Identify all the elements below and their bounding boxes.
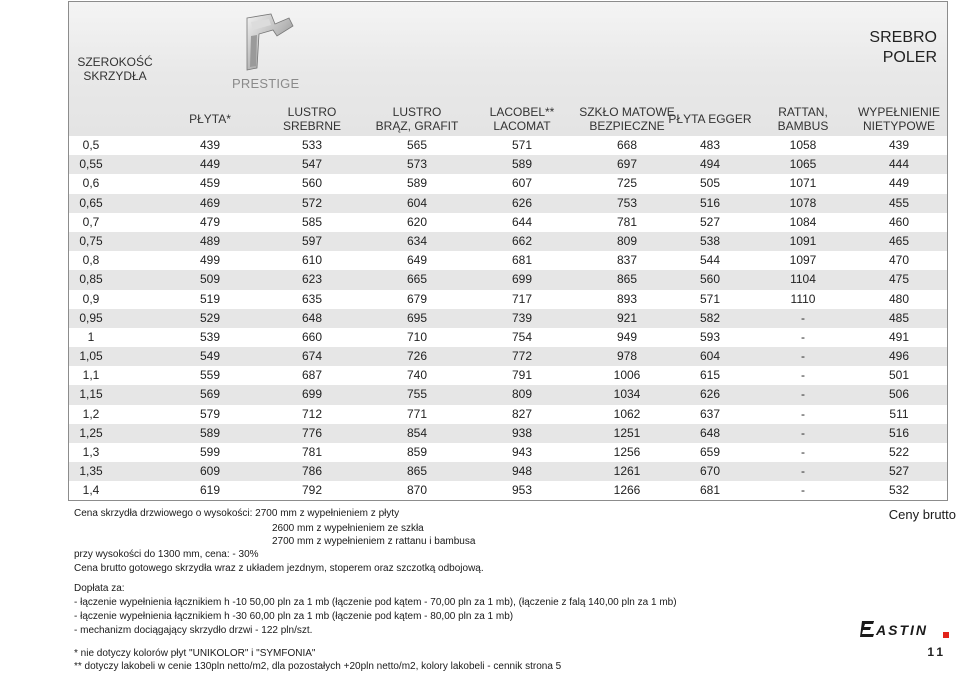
column-header: SZKŁO MATOWE BEZPIECZNE xyxy=(579,105,675,133)
table-row xyxy=(69,366,947,385)
price-cell: 1261 xyxy=(613,464,641,479)
column-header: PŁYTA EGGER xyxy=(668,112,752,126)
price-cell: 725 xyxy=(616,176,638,191)
price-cell: 538 xyxy=(699,233,721,248)
table-body xyxy=(69,136,947,501)
price-cell: 695 xyxy=(406,310,428,325)
width-cell: 0,65 xyxy=(79,195,103,210)
price-cell: 439 xyxy=(888,138,910,152)
table-row xyxy=(69,481,947,500)
width-cell: 1,2 xyxy=(82,406,100,421)
price-cell: 1062 xyxy=(613,406,641,421)
price-cell: 943 xyxy=(511,445,533,459)
price-cell: 1266 xyxy=(613,483,641,498)
width-cell: 1,25 xyxy=(79,425,103,440)
price-cell: 1058 xyxy=(789,138,817,152)
width-cell: 0,9 xyxy=(82,291,100,306)
price-cell: 615 xyxy=(699,368,721,383)
price-table xyxy=(68,1,948,501)
door-profile-image xyxy=(229,12,309,72)
table-row xyxy=(69,405,947,424)
price-cell: 491 xyxy=(888,329,910,344)
price-cell: 859 xyxy=(406,445,428,459)
price-cell: 781 xyxy=(616,214,638,229)
price-cell: 726 xyxy=(406,349,428,364)
price-cell: 865 xyxy=(616,272,638,287)
note-height-2: 2600 mm z wypełnieniem ze szkła xyxy=(272,523,424,534)
price-cell: 1065 xyxy=(789,157,817,172)
price-cell: 539 xyxy=(199,329,221,344)
astin-logo xyxy=(860,618,952,640)
price-cell: 635 xyxy=(301,291,323,306)
price-cell: 585 xyxy=(301,214,323,229)
price-cell: 516 xyxy=(888,425,910,440)
price-cell: 949 xyxy=(616,329,638,344)
price-cell: 791 xyxy=(511,368,533,383)
price-cell: 544 xyxy=(699,253,721,268)
price-cell: 455 xyxy=(888,195,910,210)
price-cell: 649 xyxy=(406,253,428,268)
price-cell: 573 xyxy=(406,157,428,172)
price-cell: 659 xyxy=(699,445,721,459)
price-cell: 978 xyxy=(616,349,638,364)
width-cell: 0,85 xyxy=(79,272,103,287)
price-cell: - xyxy=(801,387,805,402)
width-cell: 1,1 xyxy=(82,368,100,383)
price-cell: 597 xyxy=(301,233,323,248)
price-cell: 668 xyxy=(616,138,638,152)
column-header: WYPEŁNIENIE NIETYPOWE xyxy=(857,105,941,133)
footnote-2: ** dotyczy lakobeli w cenie 130pln netto/m2, dla pozostałych +20pln netto/m2, kolory lakobeli - cennik strona 5 xyxy=(74,661,562,672)
price-cell: 439 xyxy=(199,138,221,152)
width-cell: 0,55 xyxy=(79,157,103,172)
price-cell: 771 xyxy=(406,406,428,421)
price-cell: 809 xyxy=(511,387,533,402)
price-cell: - xyxy=(801,425,805,440)
price-cell: 582 xyxy=(699,310,721,325)
price-cell: 827 xyxy=(511,406,533,421)
table-row xyxy=(69,270,947,289)
price-cell: 660 xyxy=(301,329,323,344)
finish-name: SREBRO POLER xyxy=(869,29,937,66)
price-cell: 1078 xyxy=(789,195,817,210)
price-cell: 1097 xyxy=(789,253,817,268)
price-cell: 739 xyxy=(511,310,533,325)
price-cell: 712 xyxy=(301,406,323,421)
price-cell: 519 xyxy=(199,291,221,306)
price-cell: 589 xyxy=(199,425,221,440)
price-cell: 697 xyxy=(616,157,638,172)
price-cell: 670 xyxy=(699,464,721,479)
width-cell: 1,35 xyxy=(79,464,103,479)
price-cell: 740 xyxy=(406,368,428,383)
price-cell: 459 xyxy=(199,176,221,191)
price-cell: 589 xyxy=(511,157,533,172)
width-cell: 1,15 xyxy=(79,387,103,402)
width-cell: 0,95 xyxy=(79,310,103,325)
price-cell: 572 xyxy=(301,195,323,210)
price-cell: 648 xyxy=(699,425,721,440)
price-cell: 449 xyxy=(199,157,221,172)
price-cell: 444 xyxy=(888,157,910,172)
table-row xyxy=(69,174,947,193)
width-cell: 1,3 xyxy=(82,445,100,459)
price-cell: 599 xyxy=(199,445,221,459)
surcharge-3: - mechanizm dociągający skrzydło drzwi - 122 pln/szt. xyxy=(74,625,313,636)
price-cell: 593 xyxy=(699,329,721,344)
width-cell: 0,75 xyxy=(79,233,103,248)
column-header: LUSTRO SREBRNE xyxy=(282,105,341,133)
column-header: PŁYTA* xyxy=(189,112,231,126)
price-cell: 921 xyxy=(616,310,638,325)
price-cell: 529 xyxy=(199,310,221,325)
price-cell: 527 xyxy=(699,214,721,229)
price-cell: 1251 xyxy=(613,425,641,440)
price-cell: 604 xyxy=(699,349,721,364)
price-cell: 501 xyxy=(888,368,910,383)
note-height-3: 2700 mm z wypełnieniem z rattanu i bambusa xyxy=(272,536,476,547)
price-cell: 662 xyxy=(511,233,533,248)
note-low-height: przy wysokości do 1300 mm, cena: - 30% xyxy=(74,549,259,560)
width-cell: 1,4 xyxy=(82,483,100,498)
price-cell: 792 xyxy=(301,483,323,498)
table-row xyxy=(69,309,947,328)
table-row xyxy=(69,462,947,481)
price-cell: 571 xyxy=(511,138,533,152)
table-row xyxy=(69,385,947,404)
price-cell: - xyxy=(801,368,805,383)
price-cell: 565 xyxy=(406,138,428,152)
price-cell: 571 xyxy=(699,291,721,306)
price-cell: 559 xyxy=(199,368,221,383)
price-cell: 610 xyxy=(301,253,323,268)
price-cell: 1006 xyxy=(613,368,641,383)
column-header: LUSTRO BRĄZ, GRAFIT xyxy=(375,105,459,133)
price-cell: 674 xyxy=(301,349,323,364)
price-cell: 509 xyxy=(199,272,221,287)
width-column-label: SZEROKOŚĆ SKRZYDŁA xyxy=(77,55,153,83)
price-cell: 506 xyxy=(888,387,910,402)
price-cell: 665 xyxy=(406,272,428,287)
price-cell: - xyxy=(801,445,805,459)
price-cell: 1034 xyxy=(613,387,641,402)
width-cell: 0,5 xyxy=(82,138,100,152)
price-cell: 480 xyxy=(888,291,910,306)
price-cell: 786 xyxy=(301,464,323,479)
price-cell: 772 xyxy=(511,349,533,364)
price-cell: 511 xyxy=(889,406,909,421)
price-cell: 560 xyxy=(301,176,323,191)
price-cell: 854 xyxy=(406,425,428,440)
price-cell: 1256 xyxy=(613,445,641,459)
table-row xyxy=(69,232,947,251)
price-cell: 449 xyxy=(888,176,910,191)
price-cell: 469 xyxy=(199,195,221,210)
price-cell: 717 xyxy=(511,291,533,306)
table-row xyxy=(69,194,947,213)
price-cell: 475 xyxy=(888,272,910,287)
note-height-1: Cena skrzydła drzwiowego o wysokości: 2700 mm z wypełnieniem z płyty xyxy=(74,508,400,519)
price-cell: 648 xyxy=(301,310,323,325)
price-cell: 549 xyxy=(199,349,221,364)
price-cell: 547 xyxy=(301,157,323,172)
price-cell: 1110 xyxy=(790,291,816,306)
column-header: LACOBEL** LACOMAT xyxy=(489,105,555,133)
table-row xyxy=(69,347,947,366)
price-cell: 837 xyxy=(616,253,638,268)
series-name: PRESTIGE xyxy=(232,76,300,91)
gross-prices-label: Ceny brutto xyxy=(888,507,956,522)
surcharge-1: - łączenie wypełnienia łącznikiem h -10 50,00 pln za 1 mb (łączenie pod kątem - 70,00 pln za 1 mb), (łączenie z falą 140,00 pln za 1 mb) xyxy=(74,597,677,608)
price-cell: - xyxy=(801,483,805,498)
width-cell: 1 xyxy=(87,329,95,344)
price-cell: 865 xyxy=(406,464,428,479)
width-cell: 1,05 xyxy=(79,349,103,364)
price-cell: 465 xyxy=(888,233,910,248)
price-cell: 470 xyxy=(888,253,910,268)
price-cell: 870 xyxy=(406,483,428,498)
price-cell: 527 xyxy=(888,464,910,479)
price-cell: 687 xyxy=(301,368,323,383)
price-cell: 644 xyxy=(511,214,533,229)
surcharge-2: - łączenie wypełnienia łącznikiem h -30 60,00 pln za 1 mb (łączenie pod kątem - 80,00 pln za 1 mb) xyxy=(74,611,514,622)
price-cell: 483 xyxy=(699,138,721,152)
price-cell: 699 xyxy=(511,272,533,287)
price-cell: 1071 xyxy=(789,176,817,191)
price-cell: 679 xyxy=(406,291,428,306)
price-cell: 516 xyxy=(699,195,721,210)
price-cell: - xyxy=(801,406,805,421)
price-cell: 485 xyxy=(888,310,910,325)
price-cell: 626 xyxy=(699,387,721,402)
width-cell: 0,8 xyxy=(82,253,100,268)
price-cell: 953 xyxy=(511,483,533,498)
price-cell: 494 xyxy=(699,157,721,172)
price-cell: 609 xyxy=(199,464,221,479)
table-row xyxy=(69,213,947,232)
price-cell: 1091 xyxy=(789,233,817,248)
note-gross-info: Cena brutto gotowego skrzydła wraz z układem jezdnym, stoperem oraz szczotką odbojową. xyxy=(74,563,484,574)
price-cell: 637 xyxy=(699,406,721,421)
price-cell: 460 xyxy=(888,214,910,229)
price-cell: 479 xyxy=(199,214,221,229)
price-cell: - xyxy=(801,349,805,364)
price-cell: 532 xyxy=(888,483,910,498)
price-cell: 569 xyxy=(199,387,221,402)
price-cell: 809 xyxy=(616,233,638,248)
logo-lettering: ASTIN xyxy=(876,622,928,638)
price-cell: 755 xyxy=(406,387,428,402)
price-cell: 710 xyxy=(406,329,428,344)
price-cell: 522 xyxy=(888,445,910,459)
logo-accent-square xyxy=(943,632,949,638)
price-cell: - xyxy=(801,310,805,325)
table-row xyxy=(69,290,947,309)
price-cell: 1104 xyxy=(790,272,816,287)
price-cell: 893 xyxy=(616,291,638,306)
table-row xyxy=(69,328,947,347)
price-cell: 948 xyxy=(511,464,533,479)
page-number: 11 xyxy=(927,645,946,659)
price-cell: 604 xyxy=(406,195,428,210)
price-cell: 681 xyxy=(699,483,721,498)
price-cell: 1084 xyxy=(789,214,817,229)
footnote-1: * nie dotyczy kolorów płyt "UNIKOLOR" i "SYMFONIA" xyxy=(74,648,316,659)
price-cell: 754 xyxy=(511,329,533,344)
price-cell: 499 xyxy=(199,253,221,268)
price-cell: 626 xyxy=(511,195,533,210)
table-row xyxy=(69,155,947,174)
width-cell: 0,6 xyxy=(82,176,100,191)
surcharge-title: Dopłata za: xyxy=(74,583,125,594)
column-header: RATTAN, BAMBUS xyxy=(777,105,829,133)
price-cell: 496 xyxy=(888,349,910,364)
table-row xyxy=(69,443,947,462)
table-header xyxy=(69,2,947,136)
width-cell: 0,7 xyxy=(82,214,100,229)
price-cell: 681 xyxy=(511,253,533,268)
price-cell: 579 xyxy=(199,406,221,421)
table-row xyxy=(69,424,947,443)
price-cell: 607 xyxy=(511,176,533,191)
price-cell: 634 xyxy=(406,233,428,248)
price-cell: 699 xyxy=(301,387,323,402)
price-cell: - xyxy=(801,329,805,344)
price-cell: 781 xyxy=(301,445,323,459)
price-cell: 938 xyxy=(511,425,533,440)
price-cell: 533 xyxy=(301,138,323,152)
price-cell: 619 xyxy=(199,483,221,498)
price-cell: 753 xyxy=(616,195,638,210)
price-cell: 489 xyxy=(199,233,221,248)
table-row xyxy=(69,136,947,155)
price-cell: 620 xyxy=(406,214,428,229)
table-row xyxy=(69,251,947,270)
price-cell: 589 xyxy=(406,176,428,191)
price-cell: - xyxy=(801,464,805,479)
price-cell: 776 xyxy=(301,425,323,440)
price-cell: 623 xyxy=(301,272,323,287)
price-cell: 505 xyxy=(699,176,721,191)
price-cell: 560 xyxy=(699,272,721,287)
